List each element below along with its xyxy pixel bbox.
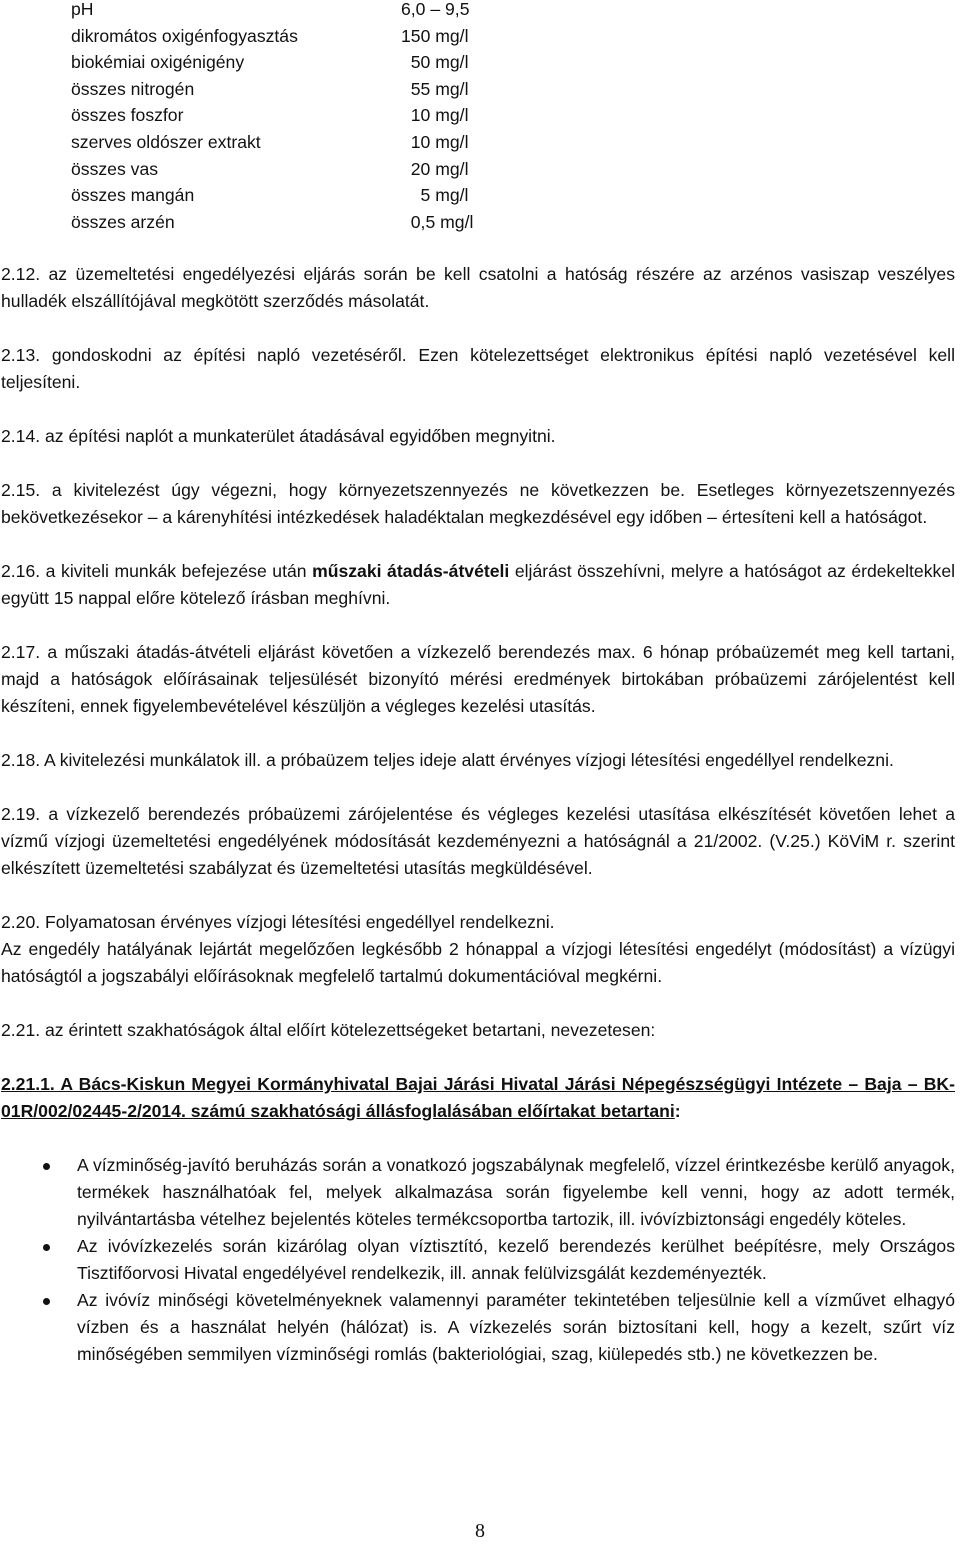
paragraph-2-16-start: 2.16. a kiviteli munkák befejezése után (1, 561, 313, 581)
parameter-limit: 20 mg/l (401, 158, 469, 179)
parameter-limit: 10 mg/l (401, 105, 469, 126)
parameter-limit: 50 mg/l (401, 52, 469, 73)
bullet-icon (43, 1163, 50, 1170)
parameter-limit: 5 mg/l (401, 185, 469, 206)
paragraph-2-13: 2.13. gondoskodni az építési napló vezetéséről. Ezen kötelezettséget elektronikus építési napló vezetésével kell teljesíteni. (1, 345, 955, 392)
parameter-limit-table (71, 0, 551, 235)
list-item (1, 1233, 955, 1287)
paragraph-2-15: 2.15. a kivitelezést úgy végezni, hogy környezetszennyezés ne következzen be. Esetleges környezetszennyezés bekövetkezésekor – a kárenyhítési intézkedések haladéktalan megkezdésével egy időben – értesíteni kell a hatóságot. (1, 480, 955, 527)
list-item-text: Az ivóvíz minőségi követelményeknek valamennyi paraméter tekintetében teljesülnie kell a vízművet elhagyó vízben és a használat helyén (hálózat) is. A vízkezelés során biztosítani kell, hogy a kezelt, szűrt víz minőségében semmilyen vízminőségi romlás (bakteriológiai, szag, kiülepedés stb.) ne következzen be. (77, 1290, 955, 1364)
requirement-list (1, 1152, 955, 1368)
paragraph-2-21: 2.21. az érintett szakhatóságok által előírt kötelezettségeket betartani, nevezetesen: (1, 1020, 656, 1040)
list-item-text: A vízminőség-javító beruházás során a vonatkozó jogszabálynak megfelelő, vízzel érintkezésbe kerülő anyagok, termékek használhatóak fel, melyek alkalmazása során figyelembe kell venni, hogy az adott termék, nyilvántartásba vételhez bejelentés köteles termékcsoportba tartozik, ill. ivóvízbiztonsági engedély köteles. (77, 1155, 955, 1229)
table-row (71, 23, 551, 50)
parameter-name: biokémiai oxigénigény (71, 52, 245, 73)
paragraph-2-16-end: eljárást összehívni, melyre a hatóságot az érdekeltekkel együtt 15 nappal előre kötelező írásban meghívni. (1, 561, 956, 608)
list-item-text: Az ivóvízkezelés során kizárólag olyan víztisztító, kezelő berendezés kerülhet beépítésre, mely Országos Tisztifőorvosi Hivatal engedélyével rendelkezik, ill. annak felülvizsgálát kezdeményezték. (77, 1236, 955, 1283)
parameter-name: összes vas (71, 158, 159, 179)
parameter-name: összes nitrogén (71, 78, 195, 99)
paragraph-2-20-first: 2.20. Folyamatosan érvényes vízjogi létesítési engedéllyel rendelkezni. (1, 912, 555, 932)
table-row (71, 49, 551, 76)
paragraph-2-12: 2.12. az üzemeltetési engedélyezési eljárás során be kell csatolni a hatóság részére az arzénos vasiszap veszélyes hulladék elszállítójával megkötött szerződés másolatát. (1, 264, 955, 311)
parameter-limit: 0,5 mg/l (401, 211, 474, 232)
parameter-name: dikromátos oxigénfogyasztás (71, 25, 298, 46)
table-row (71, 156, 551, 183)
parameter-name: összes arzén (71, 211, 175, 232)
body-text (1, 261, 955, 1368)
paragraph-2-19: 2.19. a vízkezelő berendezés próbaüzemi zárójelentése és végleges kezelési utasítása elkészítését követően lehet a vízmű vízjogi üzemeltetési engedélyének módosítását kezdeményezni a hatóságnál a 21/2002. (V.25.) KöViM r. szerint elkészített üzemeltetési szabályzat és üzemeltetési utasítás megküldésével. (1, 804, 955, 878)
table-row (71, 182, 551, 209)
table-row (71, 129, 551, 156)
page-number: 8 (475, 1520, 485, 1542)
parameter-limit: 10 mg/l (401, 131, 469, 152)
paragraph-2-16 (1, 558, 955, 612)
section-heading-2-21-1 (1, 1071, 955, 1125)
paragraph-2-16-emphasis: műszaki átadás-átvételi (312, 561, 510, 581)
parameter-limit: 6,0 – 9,5 (401, 0, 470, 19)
paragraph-2-20-second: Az engedély hatályának lejártát megelőzően legkésőbb 2 hónappal a vízjogi létesítési engedélyt (módosítást) a vízügyi hatóságtól a jogszabályi előírásoknak megfelelő tartalmú dokumentációval megkérni. (1, 939, 955, 986)
list-item (1, 1152, 955, 1233)
table-row (71, 0, 551, 23)
table-row (71, 209, 551, 236)
parameter-name: összes mangán (71, 185, 195, 206)
paragraph-2-18: 2.18. A kivitelezési munkálatok ill. a próbaüzem teljes ideje alatt érvényes vízjogi létesítési engedéllyel rendelkezni. (1, 750, 894, 770)
section-heading-underlined: 2.21.1. A Bács-Kiskun Megyei Kormányhivatal Bajai Járási Hivatal Járási Népegészségügyi Intézete – Baja – BK-01R/002/02445-2/2014. számú szakhatósági állásfoglalásában előírtakat betartani (1, 1074, 955, 1121)
section-heading-colon: : (674, 1101, 681, 1121)
parameter-limit: 55 mg/l (401, 78, 469, 99)
list-item (1, 1287, 955, 1368)
bullet-icon (43, 1244, 50, 1251)
parameter-name: összes foszfor (71, 105, 184, 126)
parameter-name: pH (71, 0, 94, 19)
table-row (71, 76, 551, 103)
bullet-icon (43, 1298, 50, 1305)
parameter-limit: 150 mg/l (401, 25, 469, 46)
paragraph-2-14: 2.14. az építési naplót a munkaterület átadásával egyidőben megnyitni. (1, 426, 556, 446)
parameter-name: szerves oldószer extrakt (71, 131, 261, 152)
table-row (71, 102, 551, 129)
paragraph-2-17: 2.17. a műszaki átadás-átvételi eljárást követően a vízkezelő berendezés max. 6 hónap próbaüzemét meg kell tartani, majd a hatóságok előírásainak teljesülését bizonyító mérési eredmények birtokában próbaüzemi zárójelentést kell készíteni, ennek figyelembevételével készüljön a végleges kezelési utasítás. (1, 642, 955, 716)
